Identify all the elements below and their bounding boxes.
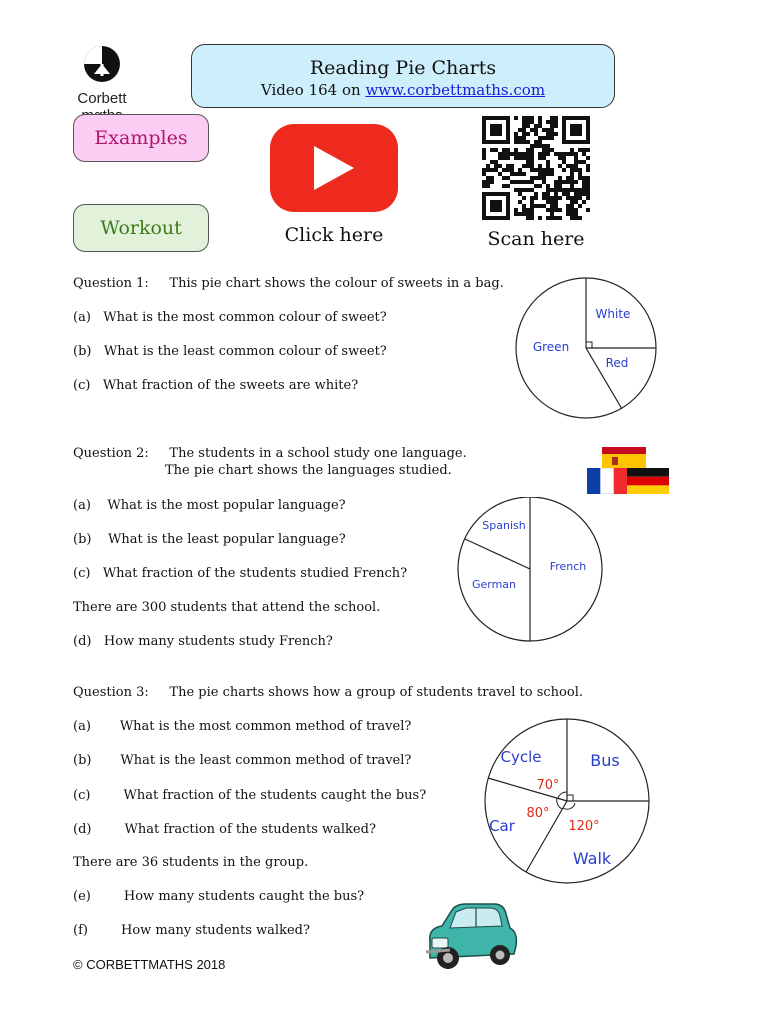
germany-flag-icon xyxy=(627,468,669,494)
travel-pie-chart xyxy=(478,718,658,890)
logo-text-1: Corbett xyxy=(77,90,127,107)
q3-b: (b) What is the least common method of travel? xyxy=(73,753,412,768)
page-title: Reading Pie Charts xyxy=(309,57,497,79)
q3-intro: Question 3: The pie charts shows how a group of students travel to school. xyxy=(73,685,583,700)
q2-intro: Question 2: The students in a school study one language. xyxy=(73,446,467,461)
q1-c: (c) What fraction of the sweets are white? xyxy=(73,378,359,393)
examples-button[interactable] xyxy=(73,114,209,162)
q2-c: (c) What fraction of the students studied French? xyxy=(73,566,408,581)
q1-b: (b) What is the least common colour of sweet? xyxy=(73,344,387,359)
sweets-label-white: White xyxy=(595,307,631,321)
q2-intro-2: The pie chart shows the languages studied. xyxy=(165,463,452,478)
sweets-pie-chart xyxy=(510,276,660,426)
language-pie-chart xyxy=(452,497,612,645)
travel-label-cycle: Cycle xyxy=(500,748,542,766)
corbettmaths-logo[interactable] xyxy=(72,44,132,124)
travel-label-walk: Walk xyxy=(572,849,612,868)
sweets-label-green: Green xyxy=(532,340,570,354)
youtube-play-icon xyxy=(268,122,400,214)
q2-d: (d) How many students study French? xyxy=(73,634,333,649)
language-label-german: German xyxy=(471,578,517,591)
copyright: © CORBETTMATHS 2018 xyxy=(73,957,226,972)
corbettmaths-logo-icon xyxy=(72,44,132,86)
language-label-french: French xyxy=(549,560,587,573)
q3-c: (c) What fraction of the students caught the bus? xyxy=(73,788,427,803)
q1-a: (a) What is the most common colour of sweet? xyxy=(73,310,387,325)
sweets-label-red: Red xyxy=(605,356,629,370)
q1-intro: Question 1: This pie chart shows the colour of sweets in a bag. xyxy=(73,276,504,291)
q3-f: (f) How many students walked? xyxy=(73,923,310,938)
travel-angle-120: 120° xyxy=(568,819,600,834)
click-here-label: Click here xyxy=(284,224,384,246)
video-line xyxy=(192,81,614,99)
travel-angle-80: 80° xyxy=(526,806,550,821)
travel-angle-70: 70° xyxy=(536,778,560,793)
youtube-button[interactable] xyxy=(268,122,400,214)
website-link[interactable]: www.corbettmaths.com xyxy=(365,81,546,99)
workout-label: Workout xyxy=(100,217,182,239)
scan-here-label: Scan here xyxy=(487,228,585,250)
car-icon xyxy=(420,898,520,974)
qr-code-icon xyxy=(482,116,590,220)
q3-e: (e) How many students caught the bus? xyxy=(73,889,365,904)
q3-a: (a) What is the most common method of travel? xyxy=(73,719,412,734)
video-prefix: Video 164 on xyxy=(260,81,366,99)
travel-label-car: Car xyxy=(489,817,515,835)
q3-d: (d) What fraction of the students walked? xyxy=(73,822,376,837)
q2-b: (b) What is the least popular language? xyxy=(73,532,346,547)
examples-label: Examples xyxy=(94,127,188,149)
france-flag-icon xyxy=(587,468,627,494)
q2-a: (a) What is the most popular language? xyxy=(73,498,346,513)
qr-code[interactable] xyxy=(482,116,590,220)
workout-button[interactable] xyxy=(73,204,209,252)
q3-info: There are 36 students in the group. xyxy=(73,855,309,870)
language-label-spanish: Spanish xyxy=(482,519,526,532)
q2-info: There are 300 students that attend the school. xyxy=(73,600,381,615)
travel-label-bus: Bus xyxy=(590,751,620,770)
title-box xyxy=(191,44,615,108)
